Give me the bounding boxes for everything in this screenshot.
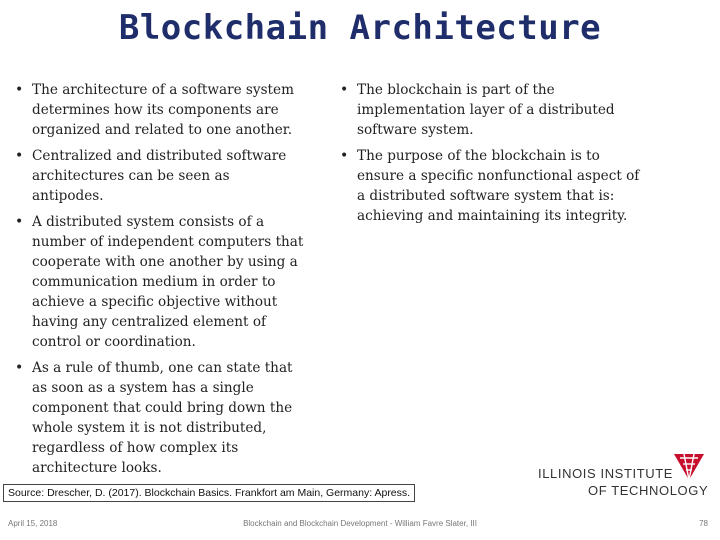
list-item: [15, 212, 304, 352]
list-item: [340, 146, 647, 226]
bullet-text: The blockchain is part of the implementation layer of a distributed software system.: [357, 82, 615, 138]
logo-line-1: ILLINOIS INSTITUTE: [538, 466, 674, 481]
iit-emblem-icon: [672, 452, 706, 482]
list-item: [15, 80, 304, 140]
logo-line-2: OF TECHNOLOGY: [588, 483, 709, 498]
bullet-icon: •: [340, 148, 349, 164]
list-item: [15, 146, 304, 206]
bullet-icon: •: [15, 214, 24, 230]
right-bullet-list: [340, 80, 647, 232]
source-citation: Source: Drescher, D. (2017). Blockchain Basics. Frankfort am Main, Germany: Apress.: [3, 484, 415, 502]
footer-date: April 15, 2018: [8, 519, 58, 528]
slide-title: Blockchain Architecture: [118, 8, 602, 48]
left-bullet-list: [15, 80, 304, 484]
page-number: 78: [699, 519, 708, 528]
bullet-text: Centralized and distributed software architectures can be seen as antipodes.: [32, 148, 287, 204]
iit-logo: [534, 452, 714, 498]
bullet-icon: •: [340, 82, 349, 98]
list-item: [340, 80, 647, 140]
bullet-icon: •: [15, 360, 24, 376]
bullet-text: The purpose of the blockchain is to ensure a specific nonfunctional aspect of a distributed software system that is: achieving and maintaining its integrity.: [357, 148, 640, 224]
bullet-icon: •: [15, 82, 24, 98]
bullet-icon: •: [15, 148, 24, 164]
bullet-text: A distributed system consists of a number of independent computers that cooperate with one another by using a communication medium in order to achieve a specific objective without having any centralized element of control or coordination.: [32, 214, 304, 350]
bullet-text: As a rule of thumb, one can state that as soon as a system has a single component that could bring down the whole system it is not distributed, regardless of how complex its architecture looks.: [32, 360, 293, 476]
list-item: [15, 358, 304, 478]
footer-title: Blockchain and Blockchain Development - William Favre Slater, III: [243, 519, 477, 528]
bullet-text: The architecture of a software system determines how its components are organized and related to one another.: [32, 82, 294, 138]
